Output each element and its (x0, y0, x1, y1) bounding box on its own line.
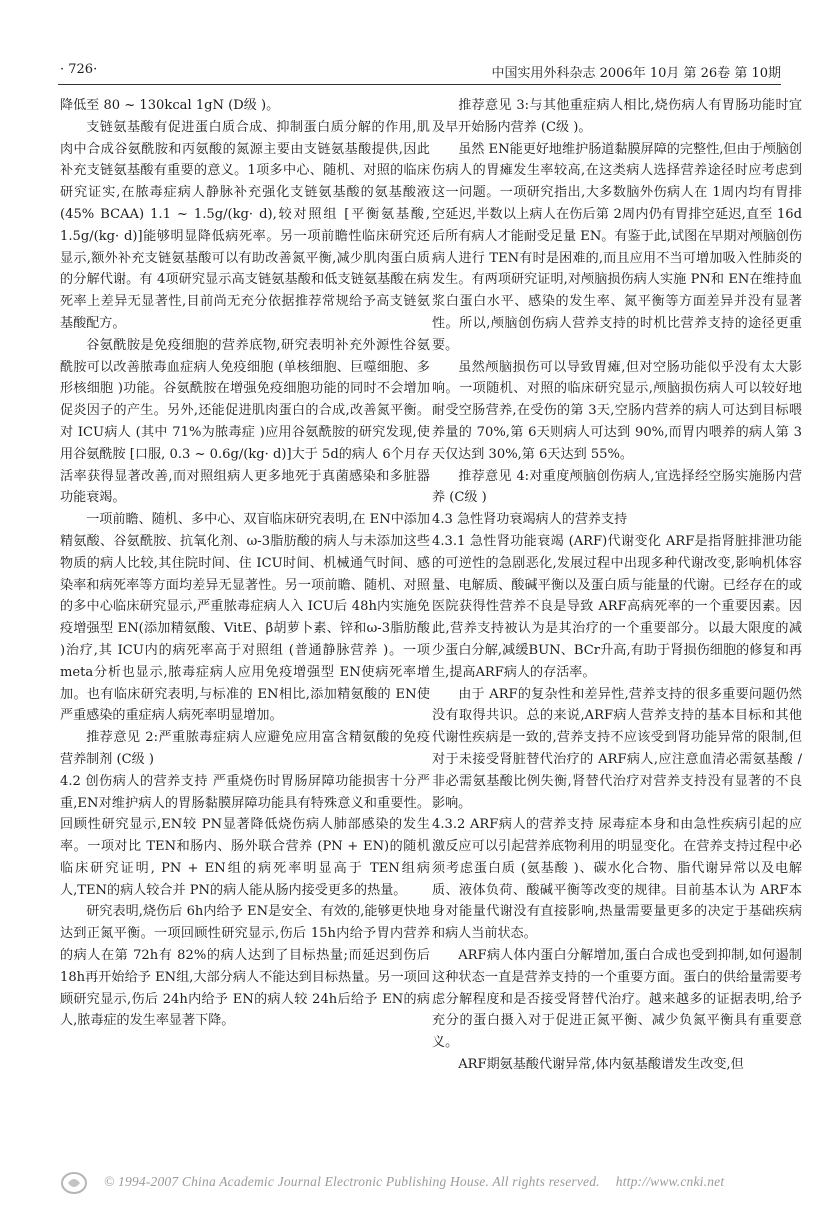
journal-header: 中国实用外科杂志 2006年 10月 第 26卷 第 10期 (491, 66, 781, 81)
footer (60, 1170, 781, 1196)
page-number: · 726· (60, 62, 98, 77)
paragraph: 一项前瞻、随机、多中心、双盲临床研究表明,在 EN中添加精氨酸、谷氨酰胺、抗氧化剂、ω-3脂肪酸的病人与未添加这些物质的病人比较,其住院时间、住 ICU时间、机械通气时间、感染率和病死率等方面均差异无显著性。另一项前瞻、随机、对照的多中心临床研究显示,严重脓毒症病人入 ICU后 48h内实施免疫增强型 EN(添加精氨酸、VitE、β胡萝卜素、锌和ω-3脂肪酸 )治疗,其 ICU内的病死率高于对照组 (普通静脉营养 )。一项 meta分析也显示,脓毒症病人应用免疫增强型 EN使病死率增加。也有临床研究表明,与标准的 EN相比,添加精氨酸的 EN使严重感染的重症病人病死率明显增加。 (60, 512, 430, 724)
section-paragraph: 4.2 创伤病人的营养支持 严重烧伤时胃肠屏障功能损害十分严重,EN对维护病人的胃肠黏膜屏障功能具有特殊意义和重要性。回顾性研究显示,EN较 PN显著降低烧伤病人肺部感染的发生率。一项对比 TEN和肠内、肠外联合营养 (PN + EN)的随机临床研究证明, PN + EN组的病死率明显高于 TEN组病人,TEN的病人较合并 PN的病人能从肠内接受更多的热量。 (60, 773, 430, 898)
paragraph: 由于 ARF的复杂性和差异性,营养支持的很多重要问题仍然没有取得共识。总的来说,ARF病人营养支持的基本目标和其他代谢性疾病是一致的,营养支持不应该受到肾功能异常的限制,但对于未接受肾脏替代治疗的 ARF病人,应注意血清必需氨基酸 /非必需氨基酸比例失衡,肾替代治疗对营养支持没有显著的不良影响。 (432, 686, 802, 811)
header-rule (58, 84, 781, 85)
paragraph: 降低至 80 ~ 130kcal 1gN (D级 )。 (60, 98, 280, 113)
recommendation: 推荐意见 2:严重脓毒症病人应避免应用富含精氨酸的免疫营养制剂 (C级 ) (60, 730, 430, 767)
right-column (432, 95, 802, 1076)
paragraph: 虽然颅脑损伤可以导致胃瘫,但对空肠功能似乎没有太大影响。一项随机、对照的临床研究显示,颅脑损伤病人可以较好地耐受空肠营养,在受伤的第 3天,空肠内营养的病人可达到目标喂养量的 70%,第 6天则病人可达到 90%,而胃内喂养的病人第 3天仅达到 30%,第 6天达到 55%。 (432, 359, 802, 462)
paragraph: 支链氨基酸有促进蛋白质合成、抑制蛋白质分解的作用,肌肉中合成谷氨酰胺和丙氨酸的氮源主要由支链氨基酸提供,因此补充支链氨基酸有重要的意义。1项多中心、随机、对照的临床研究证实,在脓毒症病人静脉补充强化支链氨基酸的氨基酸液 (45% BCAA) 1.1 ~ 1.5g/(kg· d),较对照组 [平衡氨基酸, 1.5g/(kg· d)]能够明显降低病死率。另一项前瞻性临床研究还显示,额外补充支链氨基酸可以有助改善氮平衡,减少肌肉蛋白质的分解代谢。有 4项研究显示高支链氨基酸和低支链氨基酸在病死率上差异无显著性,目前尚无充分依据推荐常规给予高支链氨基酸配方。 (60, 119, 430, 331)
footer-url: http://www.cnki.net (615, 1174, 725, 1190)
section-heading: 4.3 急性肾功衰竭病人的营养支持 (432, 512, 628, 528)
section-paragraph: 4.3.2 ARF病人的营养支持 尿毒症本身和由急性疾病引起的应激反应可以引起营养底物利用的明显变化。在营养支持过程中必须考虑蛋白质 (氨基酸 )、碳水化合物、脂代谢异常以及电解质、液体负荷、酸碱平衡等改变的规律。目前基本认为 ARF本身对能量代谢没有直接影响,热量需要量更多的决定于基础疾病和病人当前状态。 (432, 817, 802, 942)
publisher-logo-icon (60, 1170, 88, 1196)
section-paragraph: 4.3.1 急性肾功能衰竭 (ARF)代谢变化 ARF是指肾脏排泄功能的可逆性的急剧恶化,发展过程中出现多种代谢改变,影响机体容量、电解质、酸碱平衡以及蛋白质与能量的代谢。已经存在的或医院获得性营养不良是导致 ARF高病死率的一个重要因素。因此,营养支持被认为是其治疗的一个重要部分。以最大限度的减少蛋白分解,减缓BUN、BCr升高,有助于肾损伤细胞的修复和再生,提高ARF病人的存活率。 (432, 533, 802, 680)
paragraph: ARF病人体内蛋白分解增加,蛋白合成也受到抑制,如何遏制这种状态一直是营养支持的一个重要方面。蛋白的供给量需要考虑分解程度和是否接受肾替代治疗。越来越多的证据表明,给予充分的蛋白摄入对于促进正氮平衡、减少负氮平衡具有重要意义。 (432, 948, 802, 1051)
paragraph: 虽然 EN能更好地维护肠道黏膜屏障的完整性,但由于颅脑创伤病人的胃瘫发生率较高,在这类病人选择营养途径时应考虑到这一问题。一项研究指出,大多数脑外伤病人在 1周内均有胃排空延迟,半数以上病人在伤后第 2周内仍有胃排空延迟,直至 16d后所有病人才能耐受足量 EN。有鉴于此,试图在早期对颅脑创伤病人进行 TEN有时是困难的,而且应用不当可增加吸入性肺炎的发生。有两项研究证明,对颅脑损伤病人实施 PN和 EN在维持血浆白蛋白水平、感染的发生率、氮平衡等方面差异并没有显著性。所以,颅脑创伤病人营养支持的时机比营养支持的途径更重要。 (432, 141, 802, 353)
paragraph: 研究表明,烧伤后 6h内给予 EN是安全、有效的,能够更快地达到正氮平衡。一项回顾性研究显示,伤后 15h内给予胃内营养的病人在第 72h有 82%的病人达到了目标热量;而延迟到伤后 18h再开始给予 EN组,大部分病人不能达到目标热量。另一项回顾研究显示,伤后 24h内给予 EN的病人较 24h后给予 EN的病人,脓毒症的发生率显著下降。 (60, 904, 430, 1029)
left-column (60, 95, 430, 1032)
recommendation: 推荐意见 3:与其他重症病人相比,烧伤病人有胃肠功能时宜及早开始肠内营养 (C级 )。 (432, 98, 802, 135)
recommendation: 推荐意见 4:对重度颅脑创伤病人,宜选择经空肠实施肠内营养 (C级 ) (432, 468, 802, 506)
paragraph: ARF期氨基酸代谢异常,体内氨基酸谱发生改变,但 (458, 1057, 744, 1073)
copyright-text: © 1994-2007 China Academic Journal Electronic Publishing House. All rights reserved. (104, 1174, 600, 1190)
paragraph: 谷氨酰胺是免疫细胞的营养底物,研究表明补充外源性谷氨酰胺可以改善脓毒血症病人免疫细胞 (单核细胞、巨噬细胞、多形核细胞 )功能。谷氨酰胺在增强免疫细胞功能的同时不会增加促炎因子的产生。另外,还能促进肌肉蛋白的合成,改善氮平衡。对 ICU病人 (其中 71%为脓毒症 )应用谷氨酰胺的研究发现,使用谷氨酰胺 [口服, 0.3 ~ 0.6g/(kg· d)]大于 5d的病人 6个月存活率获得显著改善,而对照组病人更多地死于真菌感染和多脏器功能衰竭。 (60, 337, 430, 506)
